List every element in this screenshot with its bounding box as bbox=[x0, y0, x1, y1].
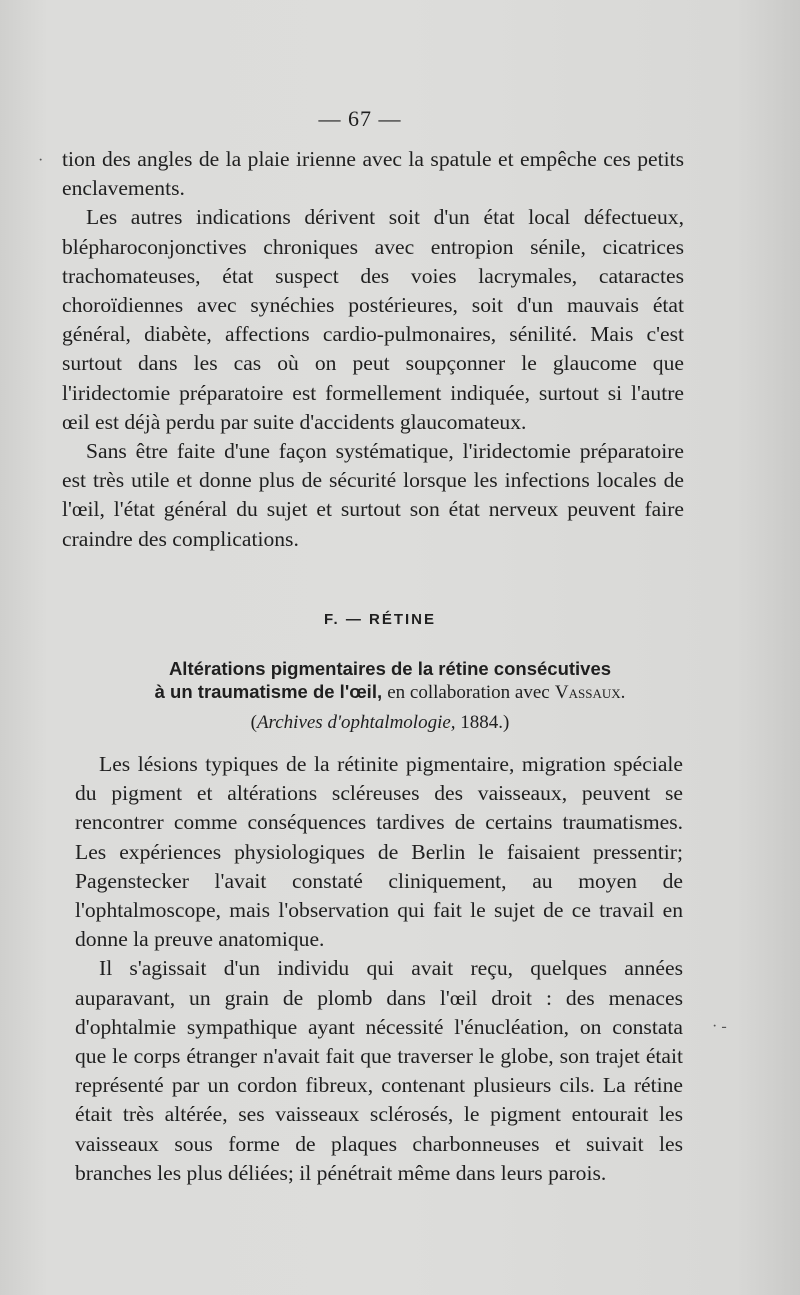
margin-mark: · bbox=[38, 152, 44, 169]
paragraph: Il s'agissait d'un individu qui avait reçu, quelques années auparavant, un grain de plomb dans l'œil droit : des menaces d'ophtalmie sympathique ayant nécessité l'énucléation, on constata que le corps étranger n'avait fait que traverser le globe, son trajet était représenté par un cordon fibreux, contenant plusieurs cils. La rétine était très altérée, ses vaisseaux sclérosés, le pigment entourait les vaisseaux sous forme de plaques charbonneuses et suivait les branches les plus déliées; il pénétrait même dans leurs parois. bbox=[75, 956, 683, 1185]
section-heading: F. — RÉTINE bbox=[323, 611, 436, 628]
source-open-paren: ( bbox=[250, 712, 257, 733]
article-title-main: à un traumatisme de l'œil, bbox=[154, 681, 383, 702]
article-source bbox=[0, 712, 760, 734]
text-block-article bbox=[75, 750, 683, 1188]
paragraph: Sans être faite d'une façon systématique, l'iridectomie préparatoire est très utile et donne plus de sécurité lorsque les infections locales de l'œil, l'état général du sujet et surtout son état nerveux peuvent faire craindre des complications. bbox=[62, 439, 684, 551]
collaboration-prefix: en collaboration avec bbox=[387, 682, 550, 703]
article-title-line2 bbox=[40, 680, 740, 704]
paragraph: Les autres indications dérivent soit d'un état local défectueux, blépharoconjonctives chroniques avec entropion sénile, cicatrices trachomateuses, état suspect des voies lacrymales, cataractes choroïdiennes avec synéchies postérieures, soit d'un mauvais état général, diabète, affections cardio-pulmonaires, sénilité. Mais c'est surtout dans les cas où on peut soupçonner le glaucome que l'iridectomie préparatoire est formellement indiquée, surtout si l'autre œil est déjà perdu par suite d'accidents glaucomateux. bbox=[62, 205, 684, 434]
article-title-line1: Altérations pigmentaires de la rétine consécutives bbox=[168, 658, 612, 679]
paragraph: tion des angles de la plaie irienne avec la spatule et empêche ces petits enclavements. bbox=[62, 147, 684, 201]
collaborator-name: Vassaux. bbox=[554, 682, 626, 703]
paragraph: Les lésions typiques de la rétinite pigmentaire, migration spéciale du pigment et altérations scléreuses des vaisseaux, peuvent se rencontrer comme conséquences tardives de certains traumatismes. Les expériences physiologiques de Berlin le faisaient pressentir; Pagenstecker l'avait constaté cliniquement, au moyen de l'ophtalmoscope, mais l'observation qui fait le sujet de ce travail en donne la preuve anatomique. bbox=[75, 752, 683, 952]
page-number: — 67 — bbox=[318, 106, 402, 131]
text-block-continuation bbox=[62, 145, 684, 554]
source-journal: Archives d'ophtalmologie, bbox=[256, 712, 456, 733]
source-year: 1884.) bbox=[460, 712, 510, 733]
margin-mark: · - bbox=[712, 1018, 727, 1035]
article-title bbox=[40, 657, 740, 704]
